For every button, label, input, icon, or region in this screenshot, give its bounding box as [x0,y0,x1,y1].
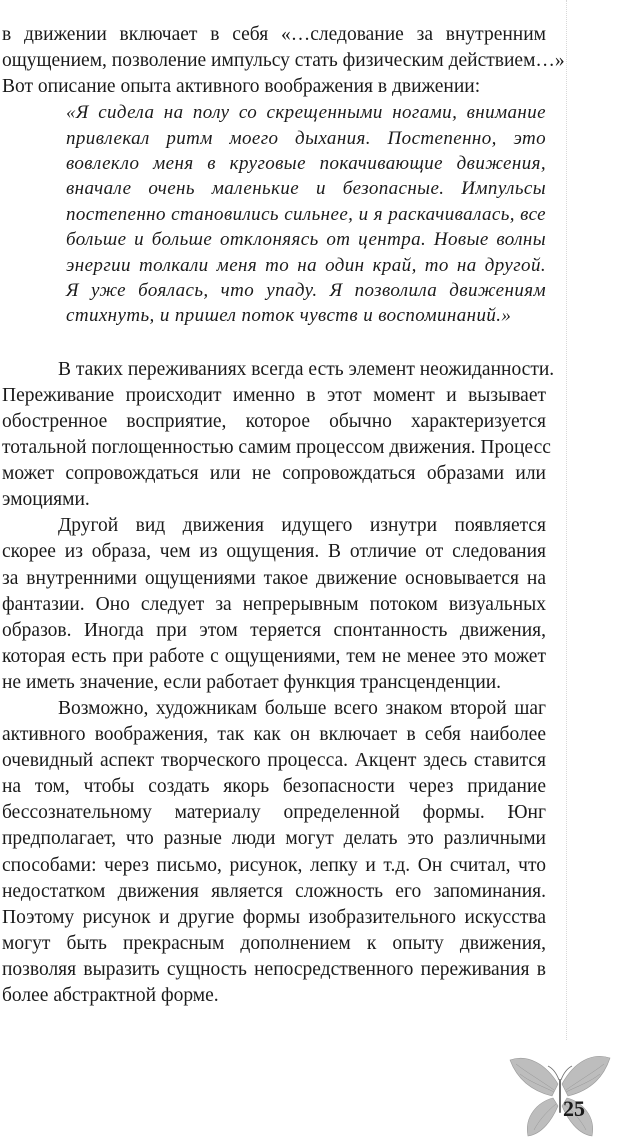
text-line: очевидный аспект творческого процесса. Акцент здесь ставится [2,750,546,772]
text-line: активного воображения, так как он включает в себя наиболее [2,724,546,746]
quote-line: энергии толкали меня то на один край, то на другой. [66,254,546,276]
text-line: Вот описание опыта активного воображения в движении: [2,76,481,98]
text-line: образов. Иногда при этом теряется спонтанность движения, [2,619,546,641]
intro-paragraph [2,22,565,100]
quote-line: вначале очень маленькие и безопасные. Импульсы [66,178,546,200]
text-line: могут быть прекрасным дополнением к опыту движения, [2,932,546,954]
text-line: В таких переживаниях всегда есть элемент неожиданности. [58,358,555,380]
paragraph-unexpectedness [2,357,555,514]
quote-line: больше и больше отклоняясь от центра. Новые волны [66,229,546,251]
text-line: которая есть при работе с ощущениями, тем не менее это может [2,645,546,667]
text-line: предполагает, что разные люди могут делать это различными [2,828,546,850]
block-quote [66,100,546,329]
page-body [2,22,565,1009]
page-edge-divider [566,0,567,1040]
text-line: скорее из образа, чем из ощущения. В отличие от следования [2,541,546,563]
text-line: фантазии. Оно следует за непрерывным потоком визуальных [2,593,546,615]
text-line: способами: через письмо, рисунок, лепку и т.д. Он считал, что [2,854,546,876]
text-line: эмоциями. [2,489,90,511]
quote-line: привлекал ритм моего дыхания. Постепенно, это [66,127,546,149]
quote-line: вовлекло меня в круговые покачивающие движения, [66,153,546,175]
paragraph-second-step [2,696,546,1009]
quote-line: «Я сидела на полу со скрещенными ногами, внимание [66,102,546,124]
text-line: позволяя выразить сущность непосредственного переживания в [2,958,546,980]
text-line: в движении включает в себя «…следование за внутренним [2,24,546,45]
text-line: Другой вид движения идущего изнутри появляется [58,515,546,537]
quote-line: постепенно становились сильнее, и я раскачивалась, все [66,203,546,225]
text-line: обостренное восприятие, которое обычно характеризуется [2,410,546,432]
text-line: более абстрактной форме. [2,985,219,1007]
paragraph-image-movement [2,513,546,696]
butterfly-icon [506,1050,614,1142]
text-line: ощущением, позволение импульсу стать физическим действием…» [2,50,565,72]
text-line: недостатком движения является сложность его запоминания. [2,880,546,902]
text-line: за внутренними ощущениями такое движение основывается на [2,567,546,589]
text-line: Возможно, художникам больше всего знаком второй шаг [58,698,546,720]
quote-line: Я уже боялась, что упаду. Я позволила движениям [66,280,546,302]
page-number: 25 [563,1096,585,1121]
text-line: Переживание происходит именно в этот момент и вызывает [2,384,546,406]
text-line: на том, чтобы создать якорь безопасности через придание [2,776,546,798]
text-line: Поэтому рисунок и другие формы изобразительного искусства [2,906,546,928]
section-spacer [2,329,546,357]
quote-line: стихнуть, и пришел поток чувств и воспоминаний.» [66,305,512,327]
text-line: не иметь значение, если работает функция трансценденции. [2,671,502,693]
text-line: может сопровождаться или не сопровождаться образами или [2,463,546,485]
text-line: бессознательному материалу определенной формы. Юнг [2,802,546,824]
text-line: тотальной поглощенностью самим процессом движения. Процесс [2,437,551,459]
